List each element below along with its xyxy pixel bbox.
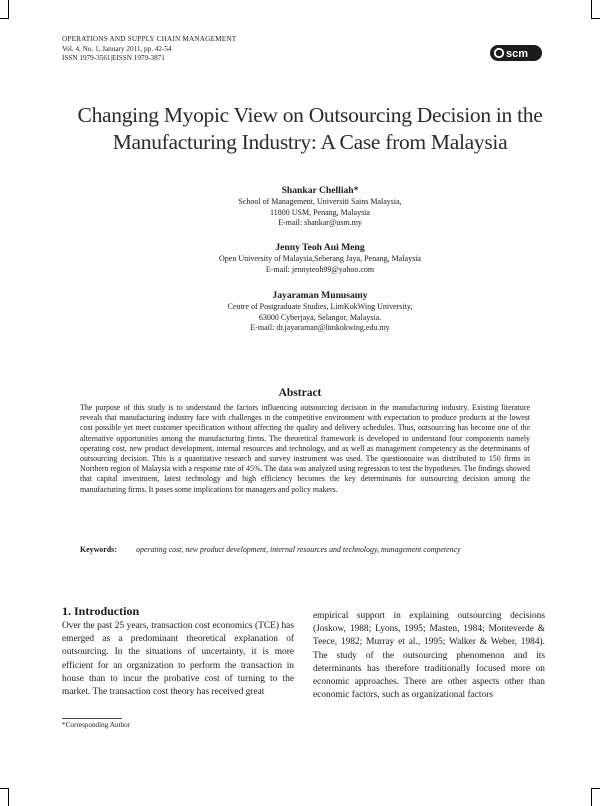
crop-mark-bottom-left-h bbox=[0, 788, 9, 789]
footnote-divider bbox=[62, 718, 122, 719]
intro-left-column: Over the past 25 years, transaction cost economics (TCE) has emerged as a predominant theoretical explanation of outsourcing. In the situations of uncertainty, it is more efficient for an organization to perform the transaction in house than to incur the probative cost of turning to the market. The transaction cost theory has received great bbox=[62, 621, 294, 698]
keywords-value: operating cost, new product development, internal resources and technology, management competency bbox=[136, 545, 461, 554]
crop-mark-bottom-right-h bbox=[591, 788, 600, 789]
author-affiliation: Open University of Malaysia,Seberang Jaya, Penang, Malaysia bbox=[219, 254, 421, 263]
author-email[interactable]: E-mail: dr.jayaraman@limkokwing.edu.my bbox=[250, 323, 390, 332]
logo-text: scm bbox=[506, 48, 529, 60]
footnote: *Corresponding Author bbox=[62, 721, 131, 729]
journal-name: OPERATIONS AND SUPPLY CHAIN MANAGEMENT bbox=[62, 35, 237, 43]
keywords-label: Keywords: bbox=[80, 545, 117, 554]
author-email[interactable]: E-mail: jennyteoh99@yahoo.com bbox=[265, 264, 375, 274]
title-line-1: Changing Myopic View on Outsourcing Decision in the bbox=[77, 103, 543, 127]
intro-right-column: empirical support in explaining outsourcing decisions (Joskow, 1988; Lyons, 1995; Masten, 1984; Monteverde & Teece, 1982; Murray et al., 1995; Walker & Weber, 1984). The study of the outsourcing phenomenon and its determinants has therefore traditionally focused more on economic approaches. There are other aspects other than economic factors, such as organizational factors bbox=[313, 611, 545, 701]
author-name: Shankar Chelliah* bbox=[281, 185, 359, 196]
paper-title bbox=[40, 102, 580, 156]
abstract-text: The purpose of this study is to understand the factors influencing outsourcing decision in the manufacturing industry. Existing literature reveals that manufacturing industry face with challenges in the competitive environment with expectation to produce products at the lowest cost possible yet meet customer specification without affecting the quality and delivery schedules. Thus, outsourcing has become one of the alternative opportunities among the manufacturing firms. The theoretical framework is developed to understand four components namely operating cost, new product development, internal resources and technology, and as well as management competency as the determinants of outsourcing decision. This is a quantitative research and survey instrument was used. The questionnaire was distributed to 150 firms in Northern region of Malaysia with a response rate of 45%. The data was analyzed using regression to test the hypotheses. The findings showed that capital investment, latest technology and high efficiency becomes the key determinants for outsourcing decision among the manufacturing firms. It poses some implications for managers and policy makers. bbox=[80, 403, 530, 494]
section-heading-introduction: 1. Introduction bbox=[62, 604, 140, 618]
crop-mark-top-left-h bbox=[0, 18, 9, 19]
author-email[interactable]: E-mail: shankar@usm.my bbox=[278, 218, 362, 227]
author-name: Jayaraman Munusamy bbox=[272, 290, 368, 301]
journal-volume: Vol. 4, No. 1, January 2011, pp. 42-54 bbox=[62, 44, 172, 53]
crop-mark-top-right-v bbox=[591, 0, 592, 18]
author-block-3 bbox=[60, 289, 580, 334]
journal-header bbox=[62, 35, 236, 64]
crop-mark-top-left-v bbox=[8, 0, 9, 18]
author-affiliation: School of Management, Universiti Sains Malaysia, bbox=[238, 197, 402, 206]
author-name: Jenny Teoh Aui Meng bbox=[275, 242, 365, 253]
title-line-2: Manufacturing Industry: A Case from Malaysia bbox=[112, 130, 508, 154]
crop-mark-top-right-h bbox=[591, 18, 600, 19]
journal-issn: ISSN 1979-3561|EISSN 1979-3871 bbox=[62, 54, 165, 63]
author-address: 63000 Cyberjaya, Selangor, Malaysia. bbox=[258, 312, 382, 322]
author-block-1 bbox=[60, 184, 580, 229]
crop-mark-bottom-right-v bbox=[591, 788, 592, 806]
author-block-2 bbox=[60, 241, 580, 275]
abstract-heading: Abstract bbox=[278, 387, 322, 399]
author-affiliation: Centre of Postgraduate Studies, LimKokWing University, bbox=[227, 302, 413, 311]
crop-mark-bottom-left-v bbox=[8, 788, 9, 806]
oscm-logo bbox=[490, 45, 542, 61]
author-address: 11800 USM, Penang, Malaysia bbox=[270, 207, 370, 217]
